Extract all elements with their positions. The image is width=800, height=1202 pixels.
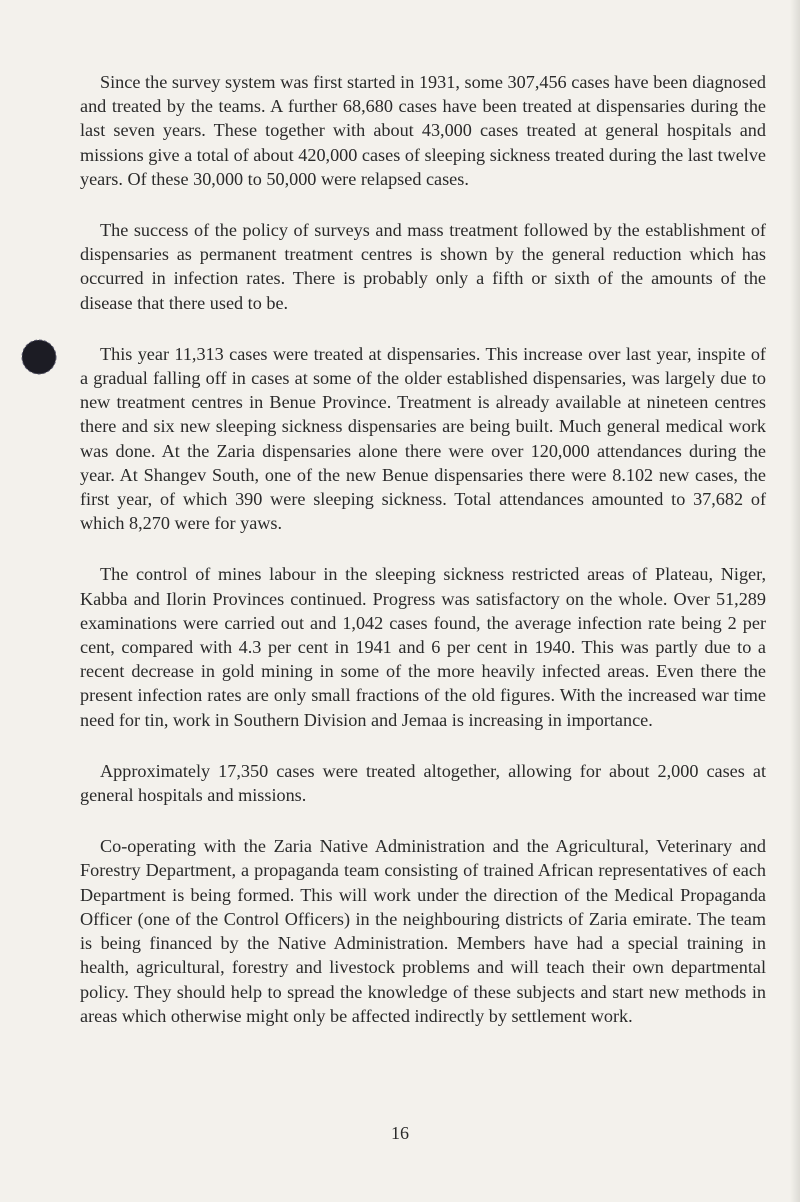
body-text <box>80 70 766 1055</box>
paragraph-mines-labour: The control of mines labour in the sleeping sickness restricted areas of Plateau, Niger, Kabba and Ilorin Provinces continued. Progress was satisfactory on the whole. Over 51,289 examinations were carried out and 1,042 cases found, the average infection rate being 2 per cent, compared with 4.3 per cent in 1941 and 6 per cent in 1940. This was partly due to a recent decrease in gold mining in some of the more heavily infected areas. Even there the present infection rates are only small fractions of the old figures. With the increased war time need for tin, work in Southern Division and Jemaa is increasing in importance. <box>80 564 766 730</box>
page-number: 16 <box>391 1123 409 1143</box>
paragraph-total-treated: Approximately 17,350 cases were treated altogether, allowing for about 2,000 cases at general hospitals and missions. <box>80 760 766 806</box>
paragraph-survey-totals: Since the survey system was first started in 1931, some 307,456 cases have been diagnosed and treated by the teams. A further 68,680 cases have been treated at dispensaries during the last seven years. These together with about 43,000 cases treated at general hospitals and missions give a total of about 420,000 cases of sleeping sickness treated during the last twelve years. Of these 30,000 to 50,000 were relapsed cases. <box>80 72 766 189</box>
page-edge-shadow <box>790 0 800 1202</box>
paragraph-dispensaries: This year 11,313 cases were treated at dispensaries. This increase over last year, inspite of a gradual falling off in cases at some of the older established dispensaries, was largely due to new treatment centres in Benue Province. Treatment is already available at nineteen centres there and six new sleeping sickness dispensaries are being built. Much general medical work was done. At the Zaria dispensaries alone there were over 120,000 attendances during the year. At Shangev South, one of the new Benue dispensaries there were 8.102 new cases, the first year, of which 390 were sleeping sickness. Total attendances amounted to 37,682 of which 8,270 were for yaws. <box>80 343 766 534</box>
hole-punch-mark <box>20 338 58 376</box>
paragraph-policy-success: The success of the policy of surveys and mass treatment followed by the establishment of dispensaries as permanent treatment centres is shown by the general reduction which has occurred in infection rates. There is probably only a fifth or sixth of the amounts of the disease that there used to be. <box>80 220 766 313</box>
paragraph-propaganda-team: Co-operating with the Zaria Native Administration and the Agricultural, Veterinary and Forestry Department, a propaganda team consisting of trained African representatives of each Department is being formed. This will work under the direction of the Medical Propaganda Officer (one of the Control Officers) in the neighbouring districts of Zaria emirate. The team is being financed by the Native Administration. Members have had a special training in health, agricultural, forestry and livestock problems and will teach their own departmental policy. They should help to spread the knowledge of these subjects and start new methods in areas which otherwise might only be affected indirectly by settlement work. <box>80 836 766 1026</box>
